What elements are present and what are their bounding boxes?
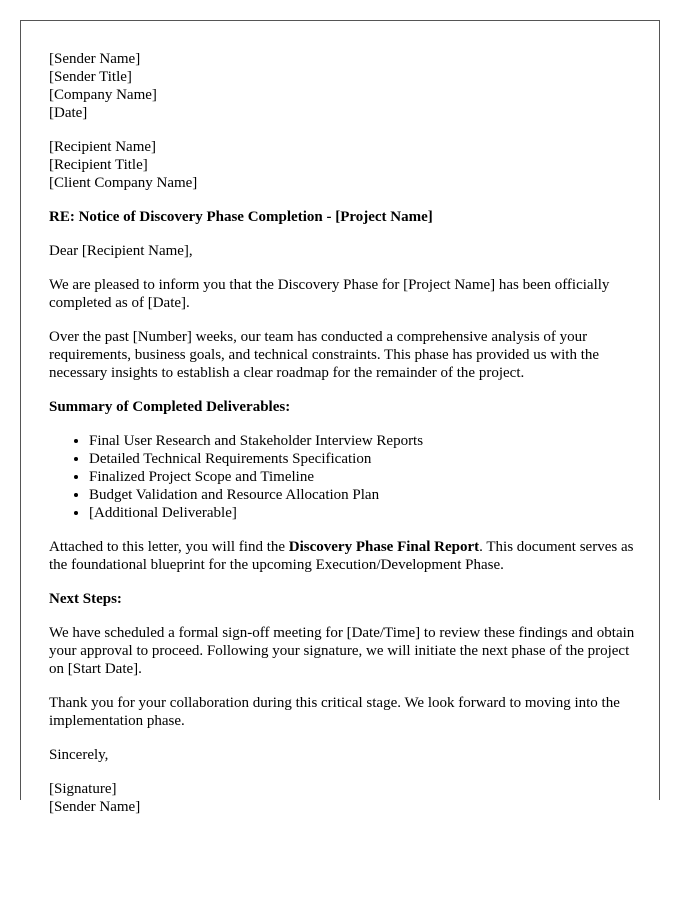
attachment-paragraph xyxy=(49,538,639,574)
salutation: Dear [Recipient Name], xyxy=(49,243,193,259)
letter-date: [Date] xyxy=(49,105,88,121)
signature-block xyxy=(49,780,639,816)
valediction: Sincerely, xyxy=(49,747,109,763)
attachment-text-after: . This document serves as the foundational blueprint for the upcoming Execution/Development Phase. xyxy=(49,539,634,573)
attachment-report-name: Discovery Phase Final Report xyxy=(288,539,480,555)
subject-line: RE: Notice of Discovery Phase Completion - [Project Name] xyxy=(49,209,433,225)
signature: [Signature] xyxy=(49,781,117,797)
recipient-company: [Client Company Name] xyxy=(49,175,198,191)
sender-title: [Sender Title] xyxy=(49,69,132,85)
letter-page xyxy=(20,20,660,815)
attachment-text-before: Attached to this letter, you will find the xyxy=(49,539,289,555)
sender-name: [Sender Name] xyxy=(49,51,141,67)
signature-sender-name: [Sender Name] xyxy=(49,799,141,815)
intro-paragraph: We are pleased to inform you that the Discovery Phase for [Project Name] has been officially completed as of [Date]. xyxy=(49,277,610,311)
next-steps-heading: Next Steps: xyxy=(49,591,122,607)
next-steps-paragraph: We have scheduled a formal sign-off meeting for [Date/Time] to review these findings and obtain your approval to proceed. Following your signature, we will initiate the next phase of the project on [Start Date]. xyxy=(49,625,635,677)
list-item: • [Additional Deliverable] xyxy=(89,504,639,522)
list-item: • Budget Validation and Resource Allocation Plan xyxy=(89,486,639,504)
closing-paragraph: Thank you for your collaboration during this critical stage. We look forward to moving into the implementation phase. xyxy=(49,695,620,729)
sender-block xyxy=(49,50,639,122)
deliverables-heading: Summary of Completed Deliverables: xyxy=(49,399,291,415)
list-item: • Finalized Project Scope and Timeline xyxy=(89,468,639,486)
letter-content xyxy=(49,50,639,832)
list-item: • Detailed Technical Requirements Specification xyxy=(89,450,639,468)
list-item: • Final User Research and Stakeholder Interview Reports xyxy=(89,432,639,450)
recipient-title: [Recipient Title] xyxy=(49,157,148,173)
recipient-name: [Recipient Name] xyxy=(49,139,157,155)
deliverables-list xyxy=(49,432,639,522)
sender-company: [Company Name] xyxy=(49,87,157,103)
analysis-paragraph: Over the past [Number] weeks, our team has conducted a comprehensive analysis of your requirements, business goals, and technical constraints. This phase has provided us with the necessary insights to establish a clear roadmap for the remainder of the project. xyxy=(49,329,600,381)
recipient-block xyxy=(49,138,639,192)
